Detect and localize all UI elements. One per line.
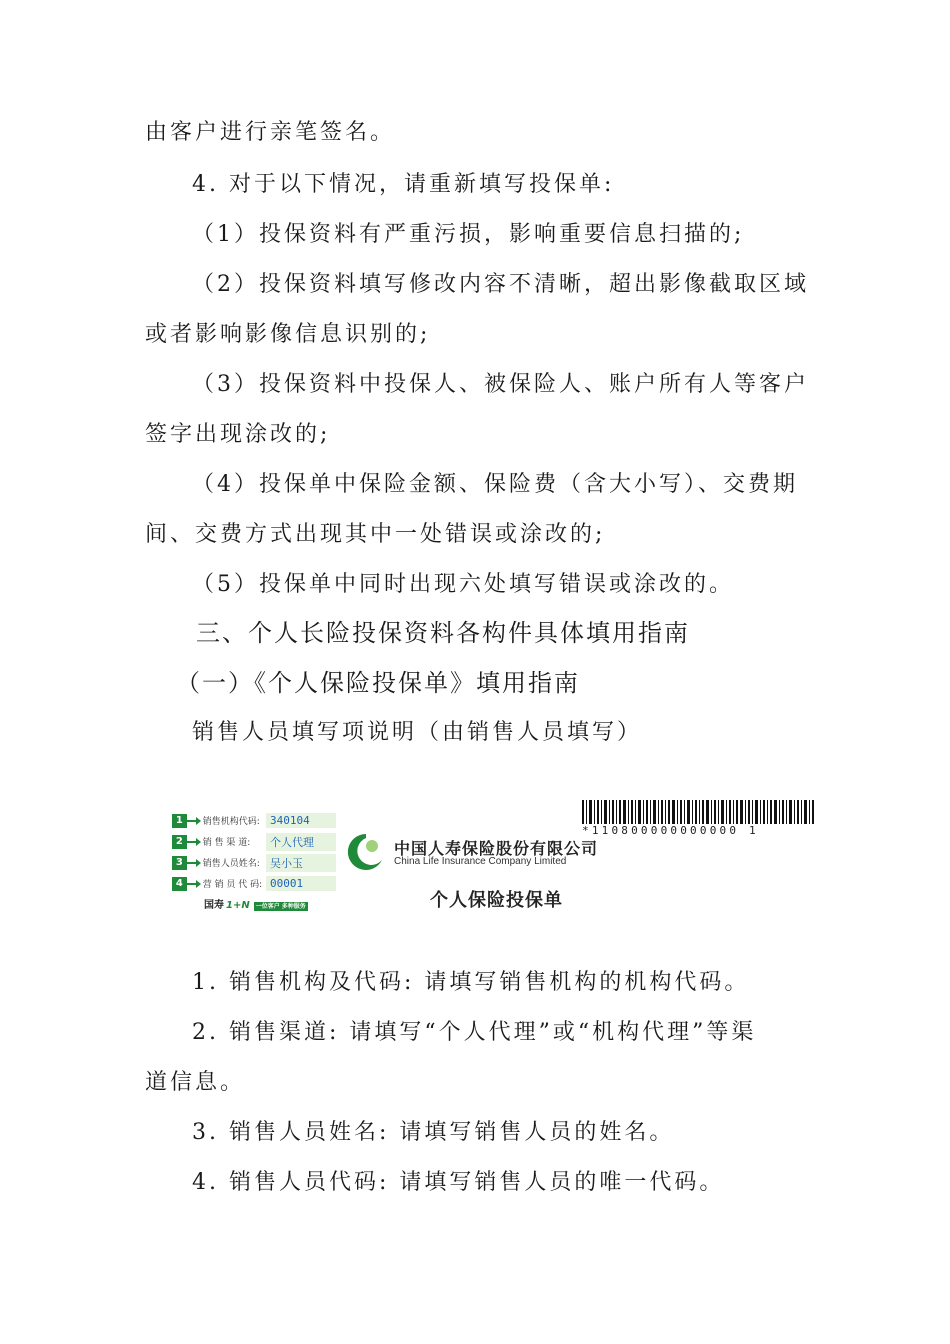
number-badge: 4 (172, 877, 187, 891)
list-item: （3）投保资料中投保人、被保险人、账户所有人等客户 (192, 372, 809, 397)
instruction-item-continuation: 道信息。 (145, 1070, 246, 1095)
number-badge: 1 (172, 814, 187, 828)
field-label: 销售人员姓名: (202, 859, 260, 869)
form-title: 个人保险投保单 (430, 890, 563, 911)
list-item-continuation: 或者影响影像信息识别的; (145, 322, 431, 347)
barcode-number: *110800000000000 1 (582, 824, 759, 837)
paragraph: 4. 对于以下情况，请重新填写投保单: (192, 172, 615, 197)
field-label: 销售机构代码: (202, 817, 260, 827)
instruction-item: 2. 销售渠道: 请填写“个人代理”或“机构代理”等渠 (192, 1020, 757, 1045)
china-life-logo-icon (344, 832, 388, 872)
legend-row (172, 873, 336, 894)
subsection-heading: （一）《个人保险投保单》填用指南 (176, 669, 580, 697)
slogan-script: 1+N (226, 900, 250, 911)
arrow-icon (187, 862, 199, 864)
field-value: 吴小玉 (266, 854, 336, 872)
instruction-item: 1. 销售机构及代码: 请填写销售机构的机构代码。 (192, 970, 750, 995)
legend-row (172, 831, 336, 852)
number-badge: 2 (172, 835, 187, 849)
paragraph: 由客户进行亲笔签名。 (145, 120, 396, 145)
sub-note: 销售人员填写项说明（由销售人员填写） (192, 720, 643, 745)
arrow-icon (187, 883, 199, 885)
slogan-text: 国寿 (204, 900, 224, 911)
list-item-continuation: 间、交费方式出现其中一处错误或涂改的; (145, 522, 606, 547)
sales-fields-legend (172, 810, 336, 894)
field-value: 00001 (266, 876, 336, 891)
brand-slogan (204, 896, 308, 911)
field-value: 340104 (266, 813, 336, 828)
field-label: 销 售 渠 道: (202, 838, 251, 848)
instruction-item: 3. 销售人员姓名: 请填写销售人员的姓名。 (192, 1120, 675, 1145)
field-value: 个人代理 (266, 833, 336, 851)
field-label: 营 销 员 代 码: (202, 880, 263, 890)
arrow-icon (187, 820, 199, 822)
list-item: （5）投保单中同时出现六处填写错误或涂改的。 (192, 572, 734, 597)
company-name-cn: 中国人寿保险股份有限公司 (394, 839, 599, 858)
barcode-icon (582, 800, 816, 824)
list-item-continuation: 签字出现涂改的; (145, 422, 331, 447)
number-badge: 3 (172, 856, 187, 870)
list-item: （1）投保资料有严重污损，影响重要信息扫描的; (192, 222, 745, 247)
arrow-icon (187, 841, 199, 843)
slogan-tag: 一位客户 多种服务 (255, 903, 306, 910)
company-name-en: China Life Insurance Company Limited (394, 856, 567, 867)
form-header-figure (168, 796, 820, 918)
list-item: （4）投保单中保险金额、保险费（含大小写）、交费期 (192, 472, 798, 497)
section-heading: 三、个人长险投保资料各构件具体填用指南 (196, 619, 690, 647)
list-item: （2）投保资料填写修改内容不清晰，超出影像截取区域 (192, 272, 809, 297)
legend-row (172, 852, 336, 873)
instruction-item: 4. 销售人员代码: 请填写销售人员的唯一代码。 (192, 1170, 725, 1195)
legend-row (172, 810, 336, 831)
